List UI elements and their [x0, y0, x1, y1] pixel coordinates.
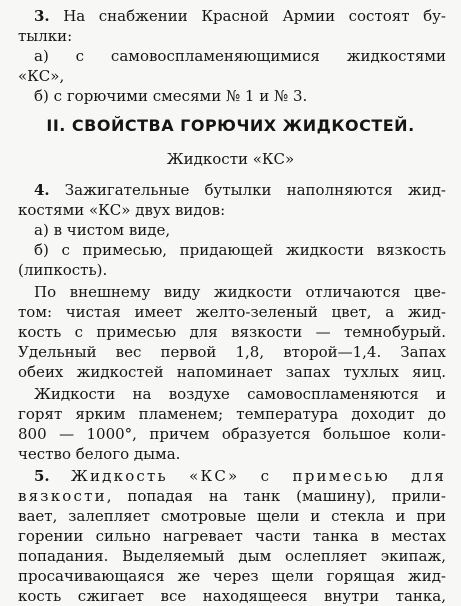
s3-line-1: 3. На снабжении Красной Армии состоят бу- — [34, 7, 446, 25]
p4-line-4: б) с примесью, придающей жидкости вязкость — [34, 241, 446, 259]
subtitle: Жидкости «КС» — [166, 150, 295, 168]
s3-line-5: б) с горючими смесями № 1 и № 3. — [34, 87, 308, 105]
p5-line-6: просачивающаяся же через щели горящая жид- — [18, 567, 446, 585]
item-number-5: 5. — [34, 467, 50, 485]
p4-line-5: (липкость). — [18, 261, 108, 279]
p-ext-line-2: том: чистая имеет желто-зеленый цвет, а жид- — [18, 303, 446, 321]
p5-line-5: попадания. Выделяемый дым ослепляет экипаж, — [18, 547, 446, 565]
s3-line-4: «КС», — [18, 67, 65, 85]
s3-line-2: тылки: — [18, 27, 73, 45]
p-ext-line-4: Удельный вес первой 1,8, второй—1,4. Запах — [18, 343, 446, 361]
p-air-line-2: горят ярким пламенем; температура доходит до — [18, 405, 446, 423]
s3-line-3: а) с самовоспламеняющимися жидкостями — [34, 47, 446, 65]
p-air-line-4: чество белого дыма. — [18, 445, 181, 463]
p-ext-line-3: кость с примесью для вязкости — темнобурый. — [18, 323, 446, 341]
p5-line-7: кость сжигает все находящееся внутри танка, — [18, 587, 446, 605]
item-number-3: 3. — [34, 7, 50, 25]
p5-line-4: горении сильно нагревает части танка в местах — [18, 527, 446, 545]
p4-line-3: а) в чистом виде, — [34, 221, 171, 239]
p4-line-1: 4. Зажигательные бутылки наполняются жид- — [34, 181, 446, 199]
p5-line-3: вает, залепляет смотровые щели и стекла и при — [18, 507, 446, 525]
p-ext-line-5: обеих жидкостей напоминает запах тухлых яиц. — [18, 363, 446, 381]
p-ext-line-1: По внешнему виду жидкости отличаются цве- — [34, 283, 446, 301]
p5-line-2: вязкости, попадая на танк (машину), прили- — [18, 487, 446, 505]
p5-line-1: 5. Жидкость «КС» с примесью для — [34, 467, 446, 485]
section-title: II. СВОЙСТВА ГОРЮЧИХ ЖИДКОСТЕЙ. — [46, 116, 415, 135]
p-air-line-1: Жидкости на воздухе самовоспламеняются и — [34, 385, 446, 403]
p-air-line-3: 800 — 1000°, причем образуется большое коли- — [18, 425, 446, 443]
item-number-4: 4. — [34, 181, 50, 199]
p4-line-2: костями «КС» двух видов: — [18, 201, 226, 219]
